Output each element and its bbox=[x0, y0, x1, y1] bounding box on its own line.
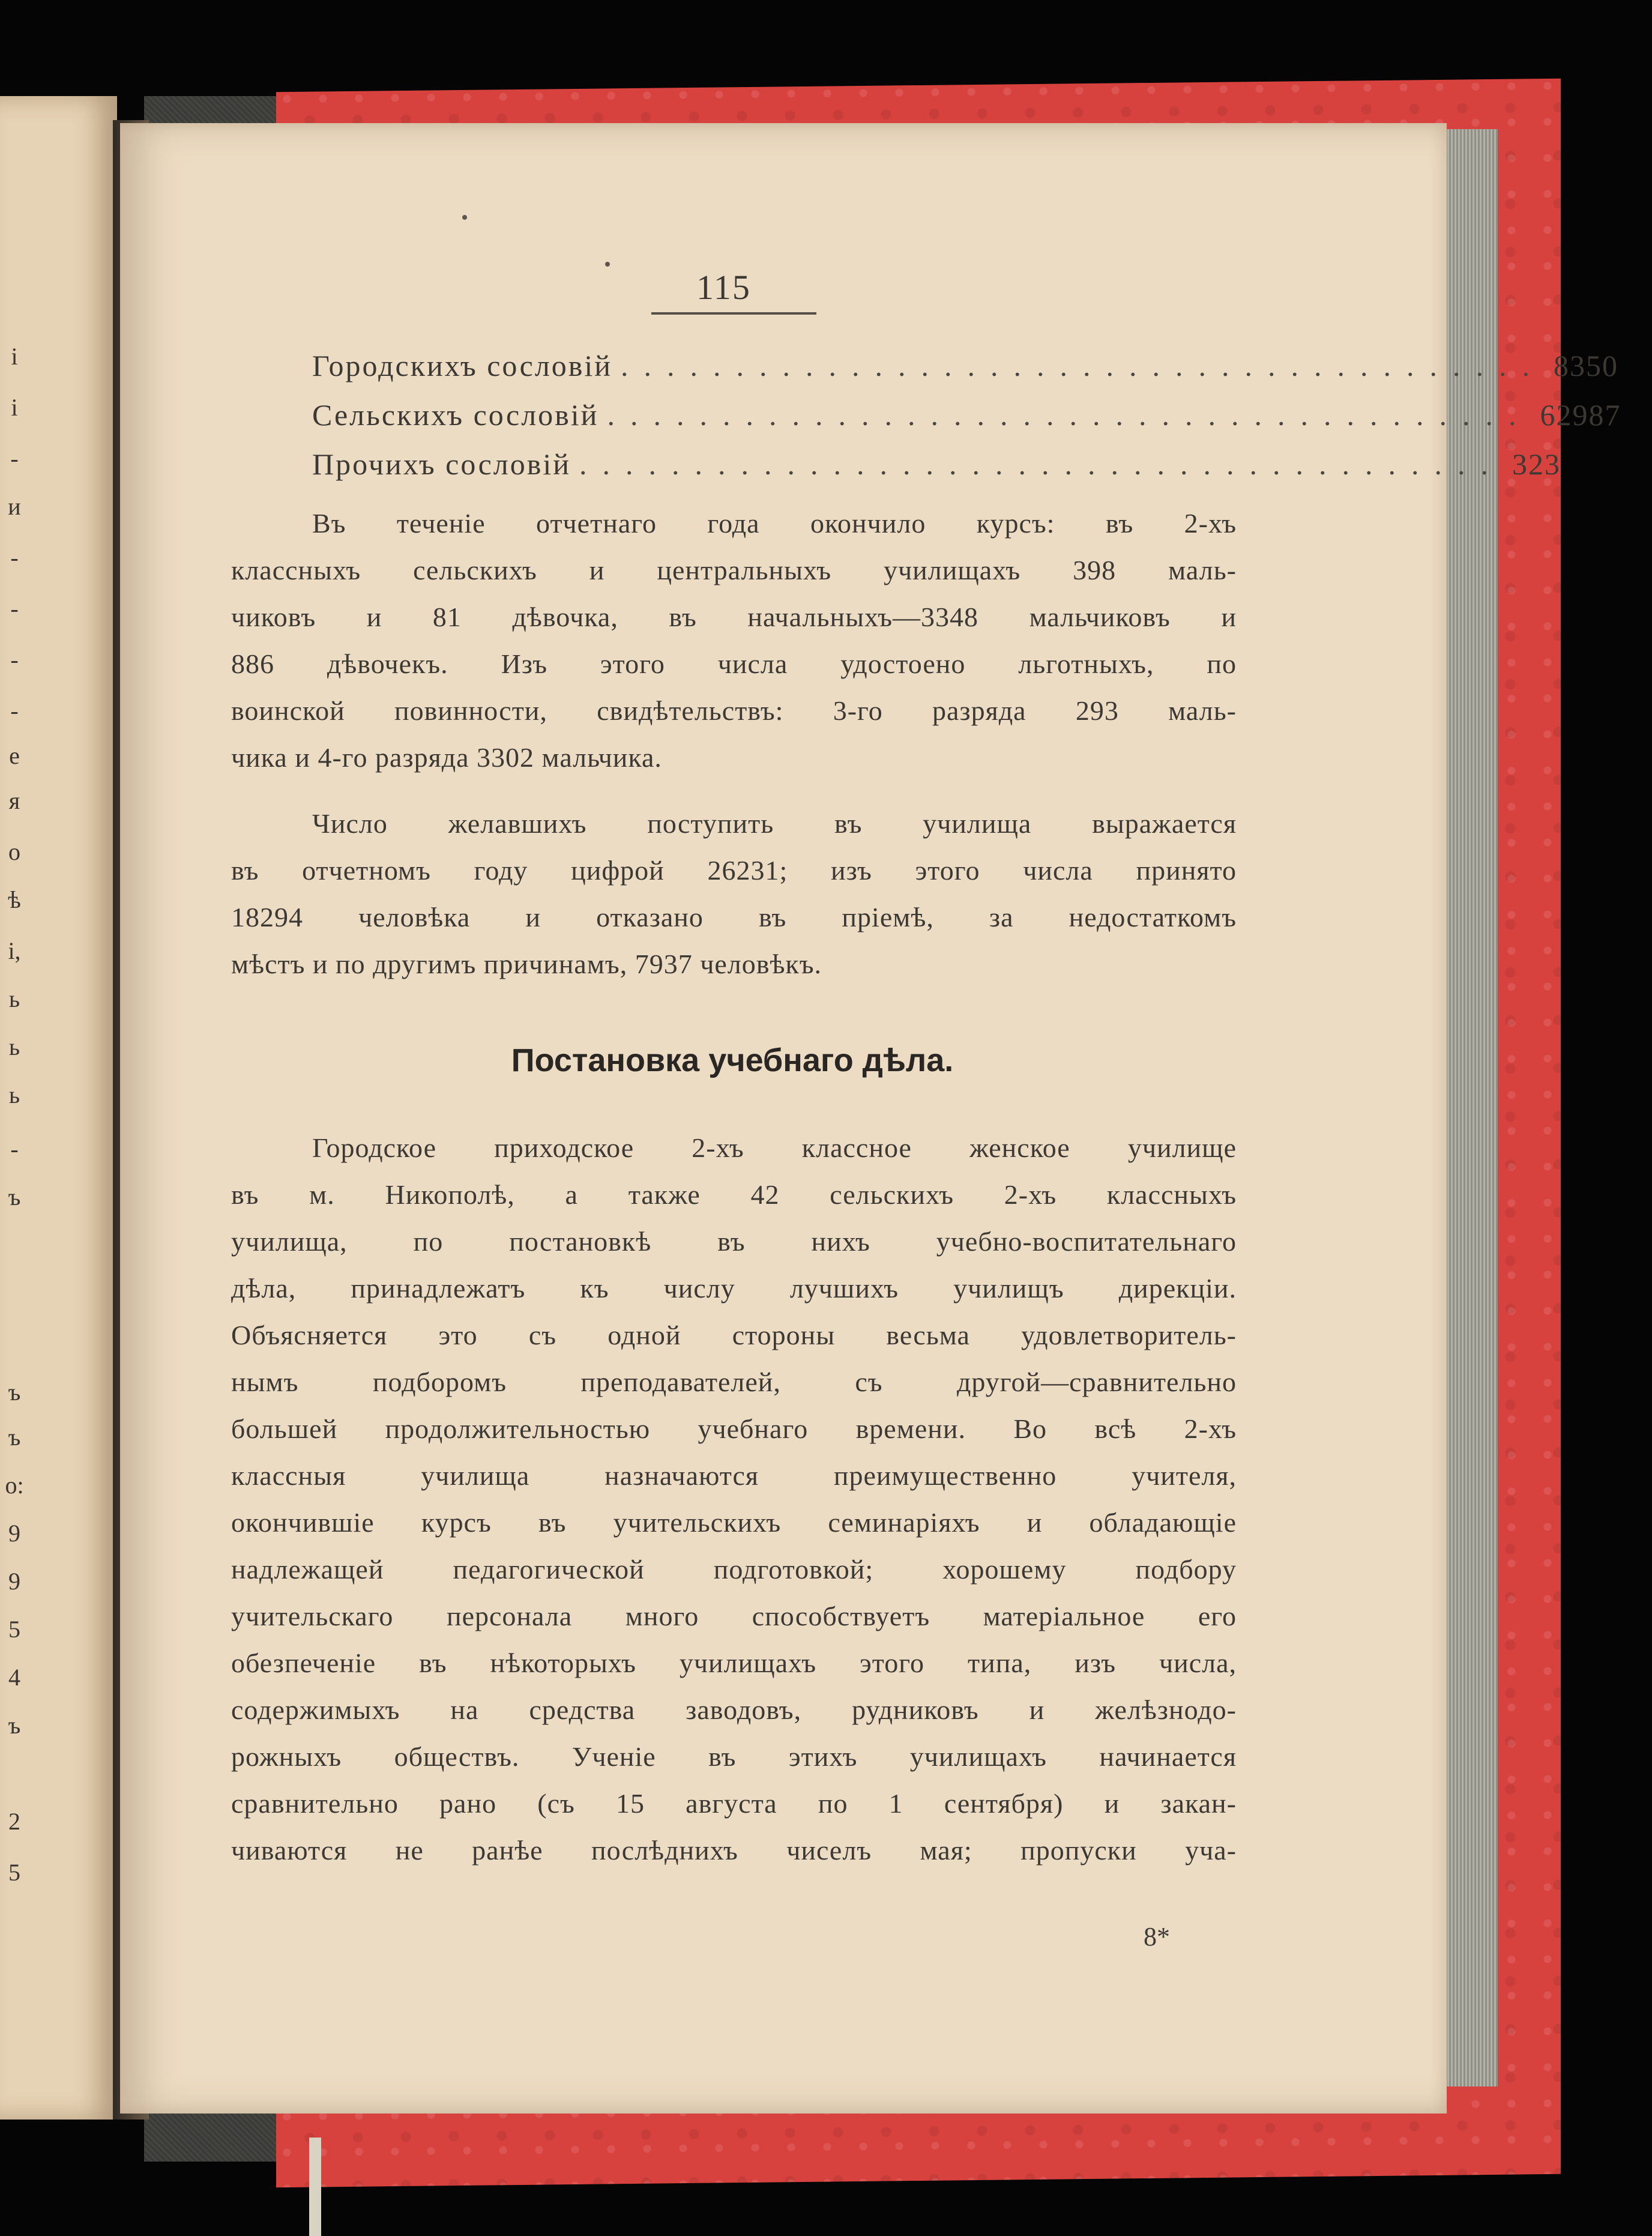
body-line: Городское приходское 2-хъ классное женское училище bbox=[312, 1132, 1237, 1163]
body-line: классныхъ сельскихъ и центральныхъ училищахъ 398 маль- bbox=[231, 555, 1237, 585]
body-line: рожныхъ обществъ. Ученіе въ этихъ училищахъ начинается bbox=[231, 1741, 1237, 1772]
left-page-fragment: - bbox=[10, 1135, 19, 1162]
body-line: большей продолжительностью учебнаго времени. Во всѣ 2-хъ bbox=[231, 1413, 1237, 1444]
left-page-fragment: і bbox=[11, 394, 18, 421]
left-page-fragment: 9 bbox=[8, 1568, 20, 1595]
body-line: Число желавшихъ поступить въ училища выражается bbox=[312, 808, 1237, 839]
signature-mark: 8* bbox=[1144, 1922, 1170, 1951]
left-page-fragment: о bbox=[8, 838, 20, 865]
stat-value: 8350 bbox=[1554, 349, 1619, 382]
stat-label: Прочихъ сословій bbox=[312, 447, 571, 481]
left-page-fragment: - bbox=[10, 697, 19, 724]
body-line: чика и 4-го разряда 3302 мальчика. bbox=[231, 742, 662, 773]
left-page-fragment: 5 bbox=[8, 1616, 20, 1643]
body-line: чиваются не ранѣе послѣднихъ чиселъ мая; пропуски уча- bbox=[231, 1835, 1237, 1866]
left-page-fragment: е bbox=[9, 742, 20, 769]
left-page-fragment: ъ bbox=[8, 1183, 21, 1210]
left-page-fragment: - bbox=[10, 595, 19, 622]
body-line: нымъ подборомъ преподавателей, съ другой—сравнительно bbox=[231, 1367, 1237, 1397]
body-line: Объясняется это съ одной стороны весьма удовлетворитель- bbox=[231, 1320, 1237, 1350]
stat-row bbox=[312, 397, 1621, 440]
left-page-fragment: ь bbox=[8, 1033, 20, 1060]
body-line: въ м. Никополѣ, а также 42 сельскихъ 2-хъ классныхъ bbox=[231, 1179, 1237, 1210]
body-line: въ отчетномъ году цифрой 26231; изъ этого числа принято bbox=[231, 855, 1237, 886]
body-line: обезпеченіе въ нѣкоторыхъ училищахъ этого типа, изъ числа, bbox=[231, 1648, 1237, 1678]
body-line: надлежащей педагогической подготовкой; хорошему подбору bbox=[231, 1554, 1237, 1585]
page-number: 115 bbox=[696, 268, 751, 307]
left-page-fragment: я bbox=[8, 787, 20, 814]
left-page-fragment: - bbox=[10, 445, 19, 472]
left-page-fragment: ъ bbox=[8, 1379, 21, 1406]
left-page-fragment: 2 bbox=[8, 1808, 20, 1835]
body-line: 886 дѣвочекъ. Изъ этого числа удостоено льготныхъ, по bbox=[231, 648, 1237, 679]
left-page-fragment: 9 bbox=[8, 1520, 20, 1547]
page-speck bbox=[462, 215, 467, 220]
left-page-fragment: 5 bbox=[8, 1859, 20, 1886]
left-page-fragment: і bbox=[11, 343, 18, 370]
stat-value: 62987 bbox=[1540, 398, 1621, 432]
body-line: содержимыхъ на средства заводовъ, рудниковъ и желѣзнодо- bbox=[231, 1694, 1237, 1725]
stat-value: 323 bbox=[1512, 447, 1561, 481]
body-line: окончившіе курсъ въ учительскихъ семинаріяхъ и обладающіе bbox=[231, 1507, 1237, 1538]
body-line: училища, по постановкѣ въ нихъ учебно-воспитательнаго bbox=[231, 1226, 1237, 1257]
body-line: воинской повинности, свидѣтельствъ: 3-го разряда 293 маль- bbox=[231, 695, 1237, 726]
stat-row bbox=[312, 447, 1561, 489]
body-line: Въ теченіе отчетнаго года окончило курсъ: въ 2-хъ bbox=[312, 508, 1237, 539]
page-speck bbox=[605, 262, 610, 267]
body-line: классныя училища назначаются преимущественно учителя, bbox=[231, 1460, 1237, 1491]
leader-dots: ........................................ bbox=[607, 398, 1532, 432]
stat-label: Сельскихъ сословій bbox=[312, 398, 599, 432]
body-line: 18294 человѣка и отказано въ пріемѣ, за недостаткомъ bbox=[231, 902, 1237, 932]
left-page bbox=[0, 96, 117, 2120]
page-number-rule bbox=[651, 312, 816, 315]
left-page-fragment: і, bbox=[8, 937, 21, 964]
leader-dots: ........................................ bbox=[579, 447, 1504, 481]
left-page-fragment: ъ bbox=[8, 1712, 21, 1739]
body-line: чиковъ и 81 дѣвочка, въ начальныхъ—3348 мальчиковъ и bbox=[231, 602, 1237, 632]
body-line: мѣстъ и по другимъ причинамъ, 7937 человѣкъ. bbox=[231, 949, 822, 979]
bookmark-ribbon bbox=[309, 2138, 321, 2236]
body-line: дѣла, принадлежатъ къ числу лучшихъ училищъ дирекціи. bbox=[231, 1273, 1237, 1304]
left-page-fragment: - bbox=[10, 544, 19, 571]
body-line: учительскаго персонала много способствуетъ матеріальное его bbox=[231, 1601, 1237, 1631]
left-page-fragment: о: bbox=[5, 1472, 24, 1499]
stat-row bbox=[312, 348, 1619, 390]
left-page-fragment: ъ bbox=[8, 1424, 21, 1451]
stat-label: Городскихъ сословій bbox=[312, 349, 613, 382]
left-page-fragment: 4 bbox=[8, 1664, 20, 1691]
left-page-fragment: ь bbox=[8, 985, 20, 1012]
left-page-fragment: - bbox=[10, 646, 19, 673]
body-line: сравнительно рано (съ 15 августа по 1 сентября) и закан- bbox=[231, 1788, 1237, 1819]
left-page-fragment: и bbox=[8, 493, 21, 520]
left-page-fragment: ь bbox=[8, 1081, 20, 1108]
left-page-fragment: ѣ bbox=[8, 886, 21, 913]
section-heading: Постановка учебнаго дѣла. bbox=[511, 1042, 954, 1078]
leader-dots: ........................................ bbox=[621, 349, 1546, 382]
